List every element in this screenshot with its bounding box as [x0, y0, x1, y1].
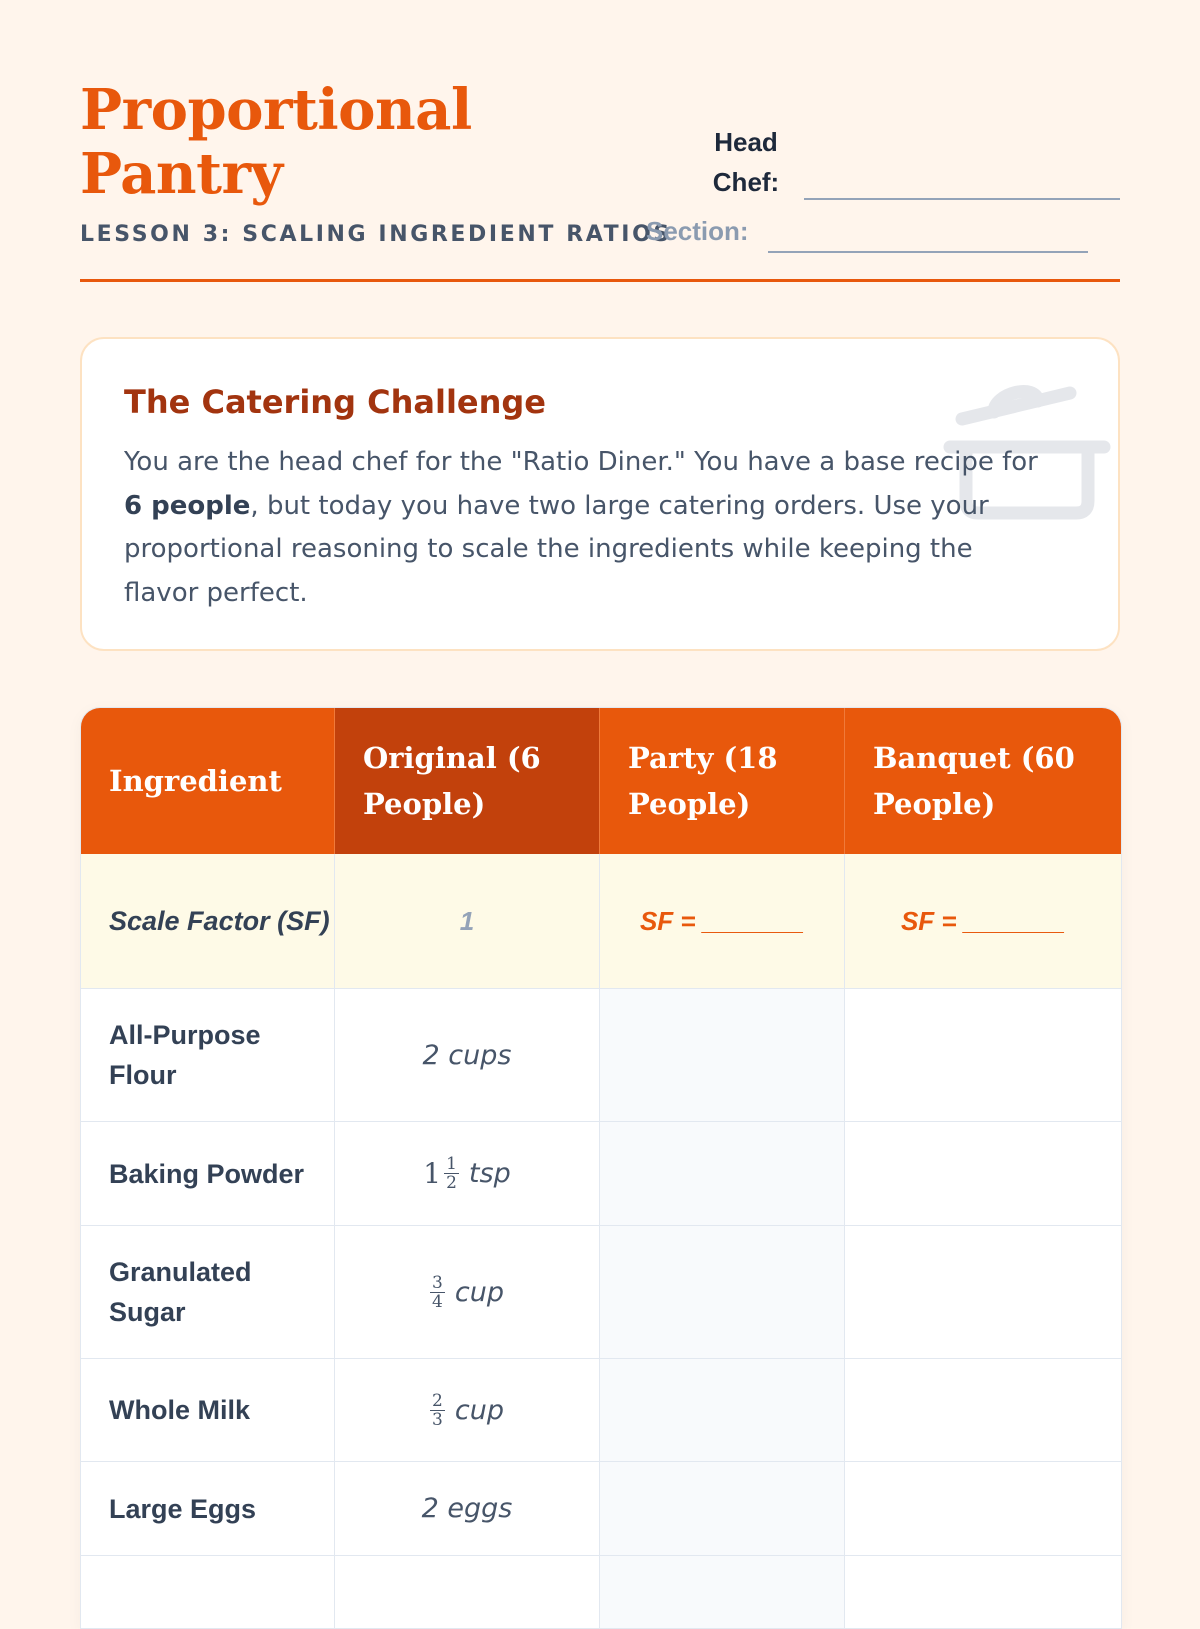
table-row: [81, 1556, 1121, 1629]
ingredient-name: Baking Powder: [81, 1122, 335, 1225]
ingredient-name: Whole Milk: [81, 1359, 335, 1461]
header-original: Original (6 People): [335, 708, 600, 854]
lesson-subtitle: LESSON 3: SCALING INGREDIENT RATIOS: [80, 222, 672, 247]
original-amount: 1 $\frac{1}{2}$ tsp: [335, 1122, 600, 1225]
challenge-text: You are the head chef for the "Ratio Diner." You have a base recipe for 6 people, but today you have two large catering orders. Use your proportional reasoning to scale the ingredients while keeping the flavor perfect.: [124, 447, 1038, 608]
section-input-line[interactable]: [768, 251, 1088, 253]
challenge-card: [80, 337, 1120, 651]
ingredient-name: [81, 1556, 335, 1629]
challenge-text-bold: 6 people: [124, 490, 251, 521]
table-row: [81, 1122, 1121, 1226]
table-row: [81, 989, 1121, 1122]
banquet-amount-input[interactable]: [845, 1556, 1121, 1629]
scale-factor-row: [81, 854, 1121, 989]
banquet-amount-input[interactable]: [845, 1226, 1121, 1358]
original-amount: [335, 1556, 600, 1629]
scale-factor-label: Scale Factor (SF): [81, 854, 335, 988]
party-amount-input[interactable]: [600, 989, 845, 1121]
banquet-amount-input[interactable]: [845, 989, 1121, 1121]
table-header-row: [81, 708, 1121, 854]
page-title: Proportional Pantry: [80, 77, 472, 207]
party-amount-input[interactable]: [600, 1462, 845, 1555]
original-amount: 2 eggs: [335, 1462, 600, 1555]
head-chef-input-line[interactable]: [804, 198, 1120, 200]
scale-factor-banquet-blank[interactable]: SF = _______: [900, 905, 1066, 936]
fraction: 1 $\frac{1}{2}$: [423, 1154, 457, 1193]
header-ingredient: Ingredient: [81, 708, 335, 854]
head-chef-label: Head Chef:: [712, 127, 780, 197]
ingredient-name: Large Eggs: [81, 1462, 335, 1555]
scale-factor-party-blank[interactable]: SF = _______: [600, 854, 845, 988]
original-amount: 2 cups: [335, 989, 600, 1121]
fraction: $\frac{2}{3}$: [432, 1390, 443, 1430]
ingredient-name: All-Purpose Flour: [81, 989, 335, 1121]
table-row: [81, 1226, 1121, 1359]
party-amount-input[interactable]: [600, 1359, 845, 1461]
section-label: Section:: [646, 216, 749, 246]
table-row: [81, 1359, 1121, 1462]
banquet-amount-input[interactable]: [845, 1462, 1121, 1555]
challenge-title: The Catering Challenge: [124, 383, 546, 421]
party-amount-input[interactable]: [600, 1556, 845, 1629]
ingredient-name: Granulated Sugar: [81, 1226, 335, 1358]
banquet-amount-input[interactable]: [845, 1359, 1121, 1461]
table-row: [81, 1462, 1121, 1556]
fraction: $\frac{3}{4}$: [432, 1272, 443, 1312]
party-amount-input[interactable]: [600, 1226, 845, 1358]
banquet-amount-input[interactable]: [845, 1122, 1121, 1225]
header-divider: [80, 279, 1120, 282]
header-banquet: Banquet (60 People): [873, 741, 1075, 821]
original-amount: $\frac{3}{4}$ cup: [335, 1226, 600, 1358]
header-party: Party (18 People): [600, 708, 845, 854]
party-amount-input[interactable]: [600, 1122, 845, 1225]
scale-factor-original: 1: [335, 854, 600, 988]
original-amount: $\frac{2}{3}$ cup: [335, 1359, 600, 1461]
scaling-table: [80, 707, 1122, 1629]
